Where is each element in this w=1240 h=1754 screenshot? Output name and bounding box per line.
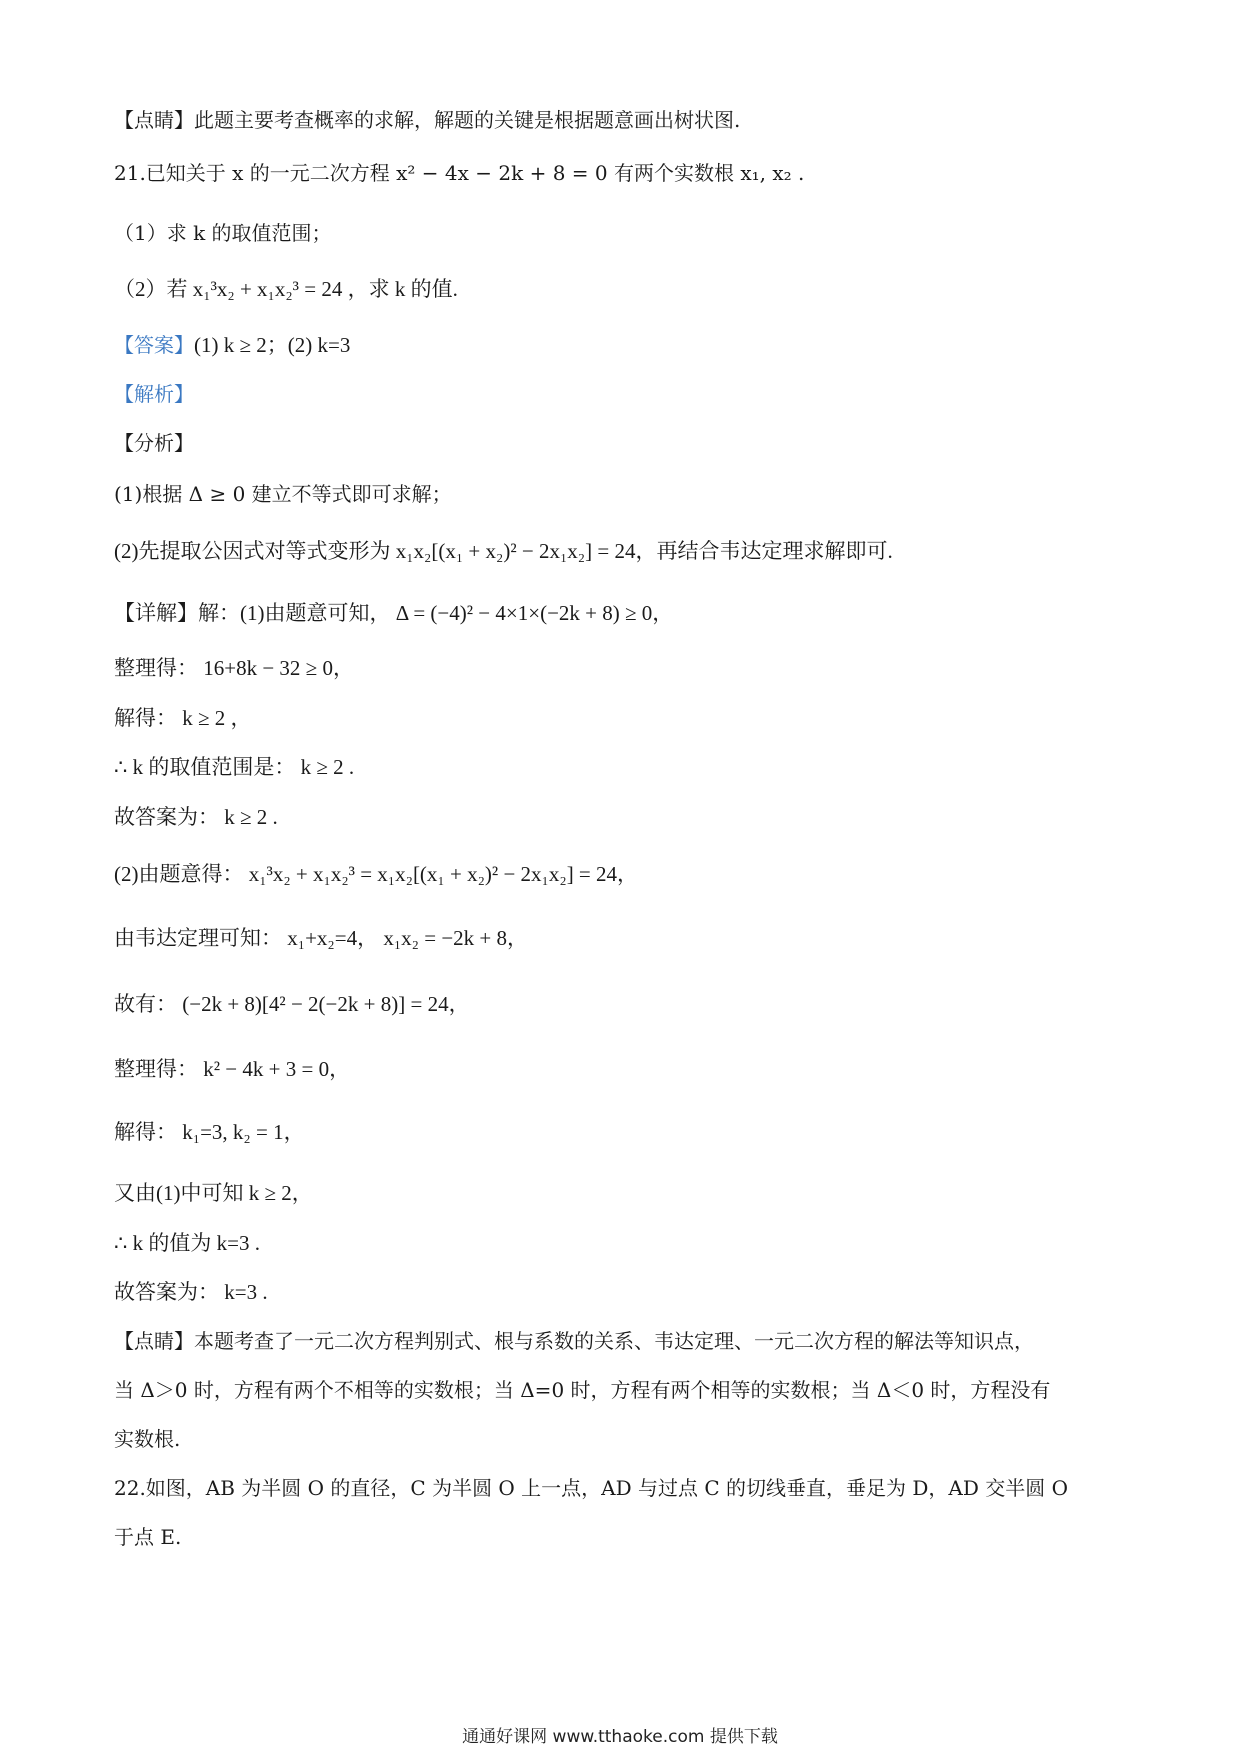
- detail-line-2: 整理得： 16+8k − 32 ≥ 0，: [114, 656, 354, 680]
- detail-line-4: ∴ k 的取值范围是： k ≥ 2 .: [114, 755, 355, 779]
- remark-line-3: 当 Δ＞0 时，方程有两个不相等的实数根；当 Δ=0 时，方程有两个相等的实数根；当 Δ＜0 时，方程没有: [114, 1378, 1051, 1402]
- footer-watermark: 通通好课网 www.tthaoke.com 提供下载: [462, 1727, 778, 1747]
- answer-line: [114, 330, 350, 360]
- detail-line-3: 解得： k ≥ 2 ，: [114, 706, 252, 730]
- detail-line-8: 故有： (−2k + 8)[4² − 2(−2k + 8)] = 24，: [114, 992, 470, 1016]
- detail-line-6: (2)由题意得： x₁³x₂ + x₁x₂³ = x₁x₂[(x₁ + x₂)² − 2x₁x₂] = 24，: [114, 862, 639, 886]
- detail-line-7: 由韦达定理可知： x₁+x₂=4， x₁x₂ = −2k + 8，: [114, 926, 529, 950]
- answer-text: (1) k ≥ 2；(2) k=3: [194, 333, 351, 357]
- remark-line: 【点睛】此题主要考查概率的求解，解题的关键是根据题意画出树状图.: [114, 108, 741, 132]
- question-21-part-2: （2）若 x₁³x₂ + x₁x₂³ = 24 ，求 k 的值.: [114, 277, 458, 301]
- detail-line-12: ∴ k 的值为 k=3 .: [114, 1231, 260, 1255]
- remark-line-2: 【点睛】本题考查了一元二次方程判别式、根与系数的关系、韦达定理、一元二次方程的解法等知识点，: [114, 1329, 1034, 1353]
- detail-line-5: 故答案为： k ≥ 2 .: [114, 805, 278, 829]
- question-22-stem-cont: 于点 E.: [114, 1525, 182, 1549]
- remark-line-4: 实数根.: [114, 1427, 181, 1451]
- detail-line-1: 【详解】解：(1)由题意可知， Δ = (−4)² − 4×1×(−2k + 8) ≥ 0，: [114, 601, 674, 625]
- question-21-part-1: （1）求 k 的取值范围；: [114, 221, 332, 245]
- answer-tag: 【答案】: [114, 333, 194, 357]
- detail-line-9: 整理得： k² − 4k + 3 = 0，: [114, 1057, 351, 1081]
- question-21-stem: 21.已知关于 x 的一元二次方程 x² − 4x − 2k + 8 = 0 有两个实数根 x₁, x₂ .: [114, 161, 805, 185]
- detail-line-11: 又由(1)中可知 k ≥ 2，: [114, 1181, 313, 1205]
- question-22-stem: 22.如图，AB 为半圆 O 的直径，C 为半圆 O 上一点，AD 与过点 C 的切线垂直，垂足为 D，AD 交半圆 O: [114, 1476, 1069, 1500]
- analysis-tag: 【解析】: [114, 382, 194, 406]
- breakdown-step-1: (1)根据 Δ ≥ 0 建立不等式即可求解；: [114, 482, 452, 506]
- detail-line-10: 解得： k₁=3, k₂ = 1，: [114, 1120, 305, 1144]
- breakdown-tag: 【分析】: [114, 431, 194, 455]
- detail-line-13: 故答案为： k=3 .: [114, 1280, 268, 1304]
- breakdown-step-2: (2)先提取公因式对等式变形为 x₁x₂[(x₁ + x₂)² − 2x₁x₂] = 24，再结合韦达定理求解即可.: [114, 539, 893, 563]
